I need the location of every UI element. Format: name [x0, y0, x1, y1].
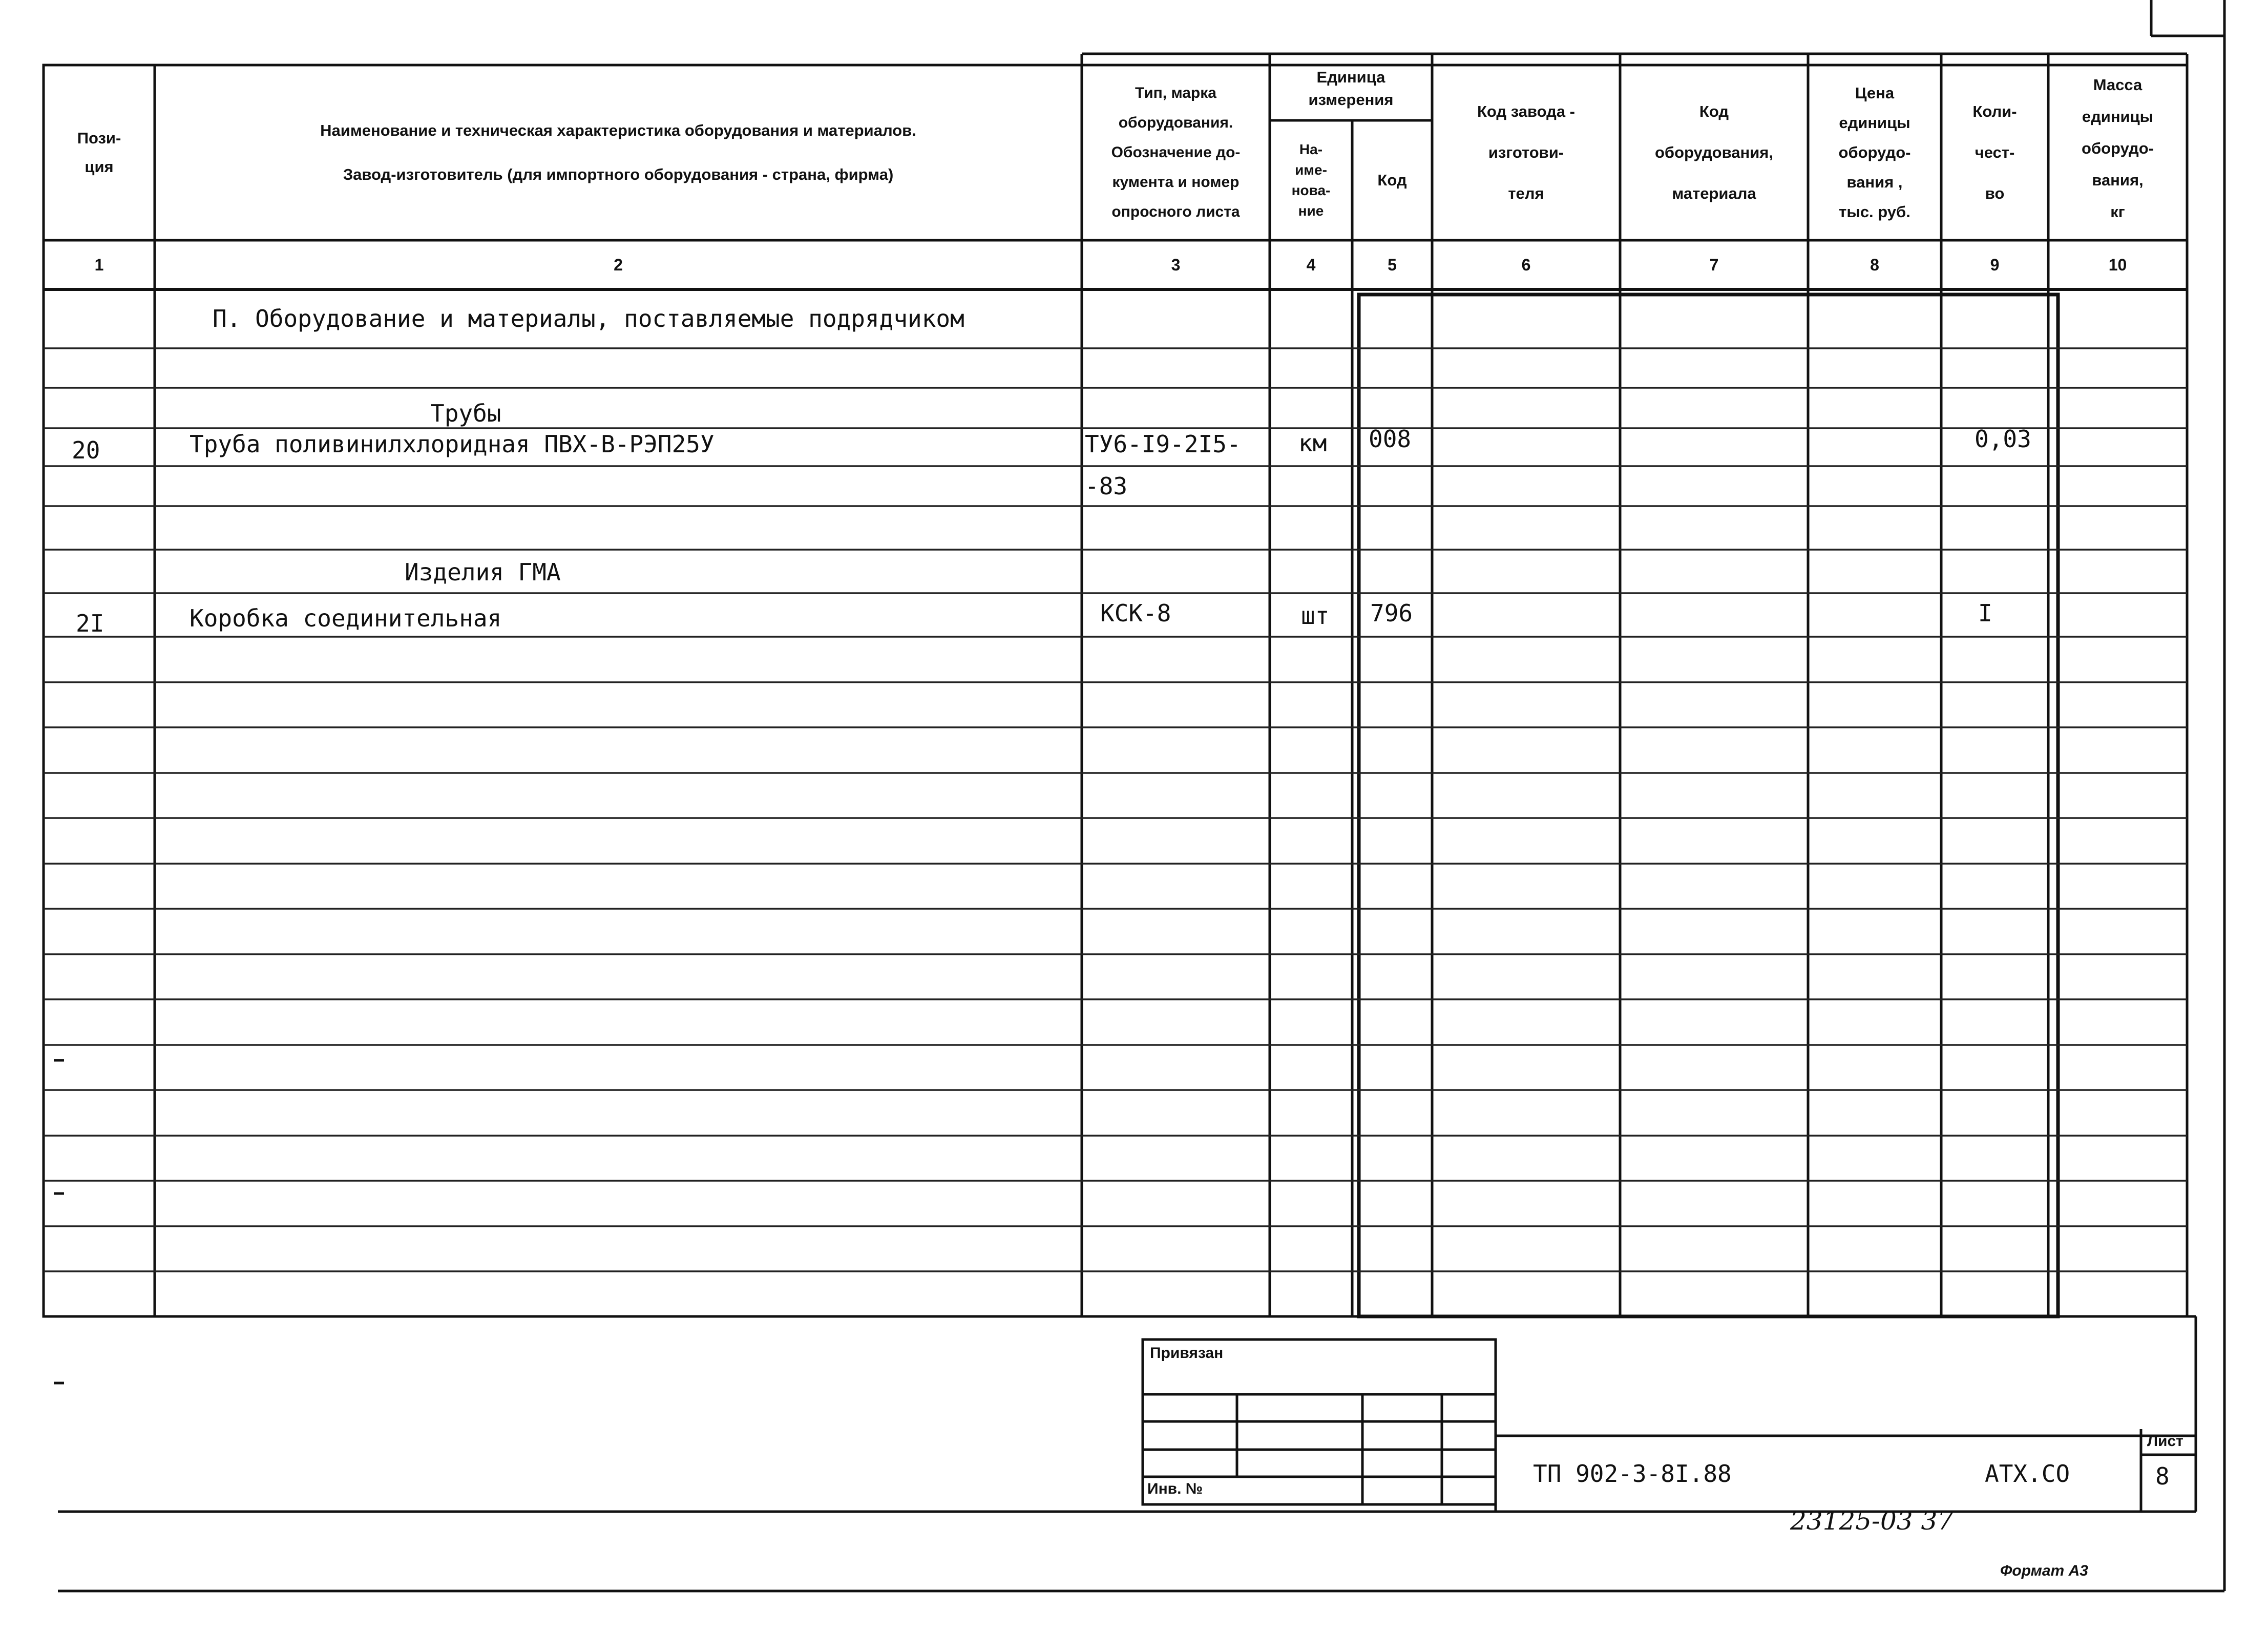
item-20-name: Труба поливинилхлоридная ПВХ-В-РЭП25У: [190, 430, 715, 458]
column-number-6: 6: [1521, 255, 1531, 274]
header-type: Тип, марка оборудования. Обозначение до- кумента и номер опросного листа: [1111, 85, 1241, 220]
document-code: ТП 902-3-8I.88: [1533, 1460, 1732, 1488]
stamp-bound-label: Привязан: [1150, 1345, 1224, 1362]
item-21-quantity: I: [1978, 599, 1992, 627]
header-position: Пози- ция: [77, 129, 121, 176]
stamp-inventory-label: Инв. №: [1147, 1480, 1203, 1497]
header-unit-name: На- име- нова- ние: [1291, 141, 1331, 219]
header-mass: Масса единицы оборудо- вания, кг: [2082, 75, 2154, 221]
column-number-1: 1: [94, 255, 104, 274]
header-name-cell: [155, 65, 1082, 240]
sheet-label: Лист: [2147, 1433, 2183, 1450]
column-number-9: 9: [1990, 255, 2000, 274]
item-21-unit: шт: [1301, 602, 1330, 630]
item-21-type: КСК-8: [1100, 599, 1171, 627]
item-21-position: 2I: [76, 610, 104, 637]
item-20-position: 20: [72, 436, 100, 464]
header-factory-code: Код завода - изготови- теля: [1477, 102, 1575, 202]
header-unit-group: Единица измерения: [1308, 68, 1394, 109]
column-number-2: 2: [614, 255, 623, 274]
header-quantity: Коли- чест- во: [1972, 102, 2017, 202]
group-title-gma: Изделия ГМА: [405, 558, 561, 586]
item-20-code: 008: [1369, 425, 1412, 453]
item-20-type-line1: ТУ6-I9-2I5-: [1085, 430, 1241, 458]
column-number-10: 10: [2108, 255, 2127, 274]
sheet-number: 8: [2155, 1462, 2170, 1490]
column-number-5: 5: [1388, 255, 1397, 274]
header-name-line2: Завод-изготовитель (для импортного оборудования - страна, фирма): [343, 165, 894, 183]
group-title-pipes: Трубы: [430, 400, 501, 427]
header-equipment-code: Код оборудования, материала: [1654, 102, 1773, 202]
item-20-type-line2: -83: [1085, 472, 1128, 500]
header-price: Цена единицы оборудо- вания , тыс. руб.: [1838, 84, 1911, 221]
column-number-7: 7: [1709, 255, 1719, 274]
handwritten-number: 23125-03 37: [1790, 1506, 1954, 1536]
item-21-name: Коробка соединительная: [190, 604, 502, 632]
item-20-quantity: 0,03: [1975, 425, 2031, 453]
section-title: П. Оборудование и материалы, поставляемые подрядчиком: [213, 305, 964, 332]
paper-format: Формат А3: [2000, 1562, 2088, 1579]
header-unit-code: Код: [1377, 171, 1407, 189]
column-number-3: 3: [1171, 255, 1181, 274]
column-number-8: 8: [1870, 255, 1879, 274]
column-number-4: 4: [1306, 255, 1316, 274]
document-mark: АТХ.СО: [1985, 1460, 2070, 1488]
item-20-unit: км: [1298, 429, 1327, 457]
item-21-code: 796: [1370, 599, 1413, 627]
header-name-line1: Наименование и техническая характеристика оборудования и материалов.: [320, 121, 916, 139]
